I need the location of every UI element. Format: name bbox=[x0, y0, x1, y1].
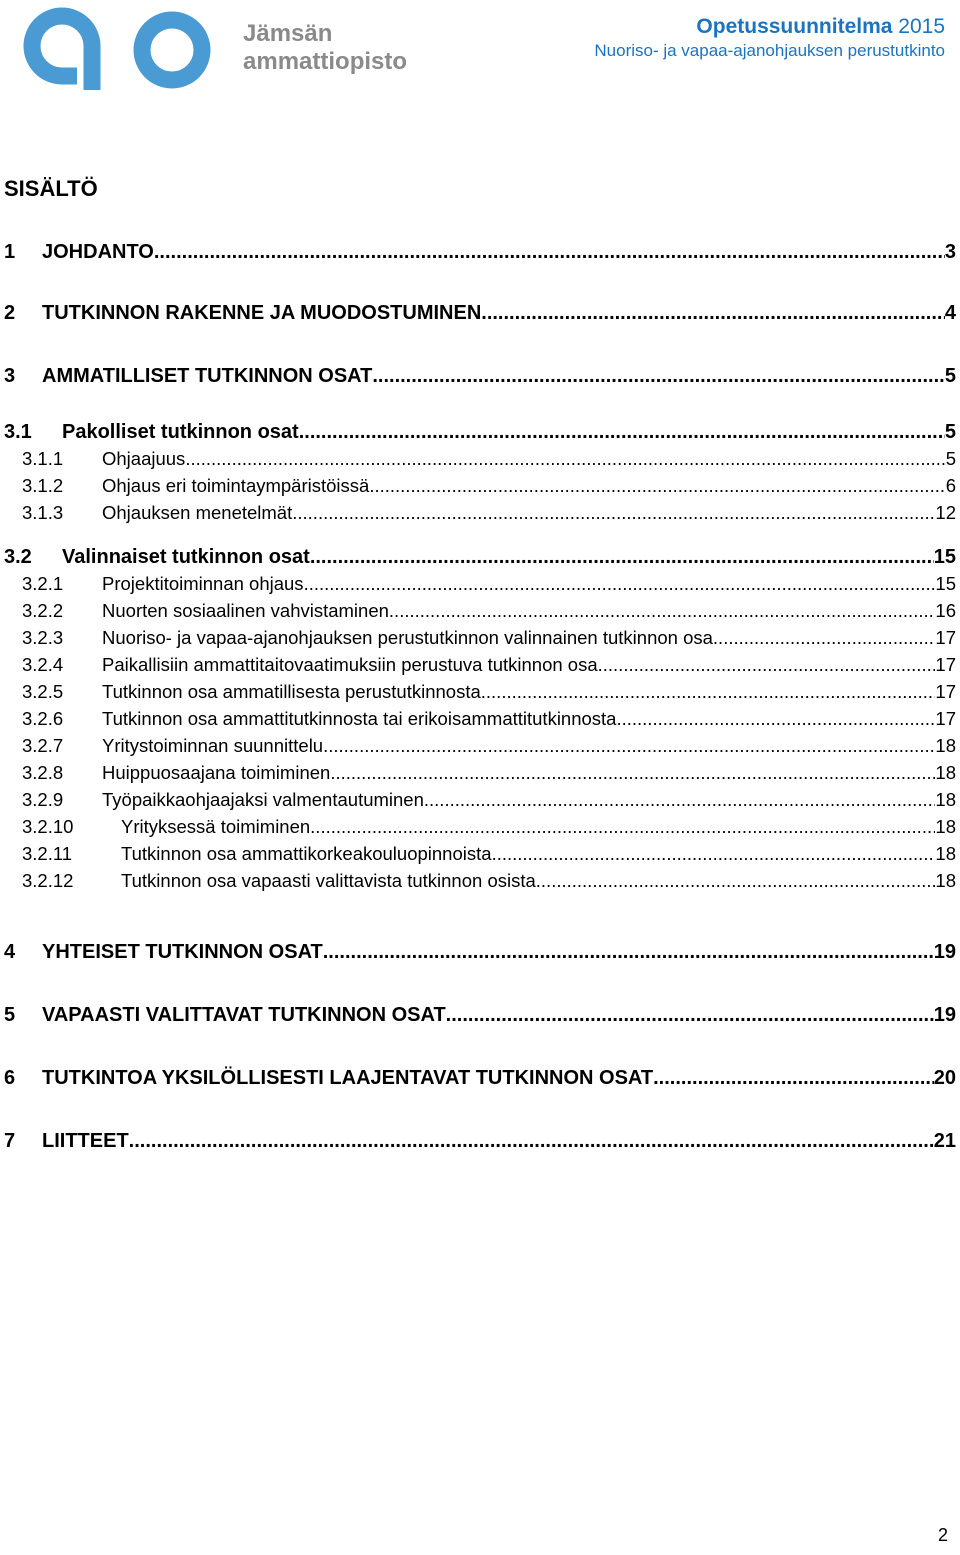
toc-entry[interactable] bbox=[22, 502, 956, 529]
toc-entry-title: Nuorten sosiaalinen vahvistaminen bbox=[102, 600, 389, 621]
toc-entry-page: 16 bbox=[935, 600, 956, 621]
toc-entry-number: 3.1.3 bbox=[22, 502, 64, 523]
toc-entry[interactable] bbox=[22, 789, 956, 816]
toc-entry-number: 3.2.1 bbox=[22, 573, 64, 594]
toc-entry-page: 3 bbox=[944, 241, 956, 263]
toc-entry[interactable] bbox=[4, 546, 956, 576]
toc-entry-title: VAPAASTI VALITTAVAT TUTKINNON OSAT bbox=[42, 1004, 446, 1026]
toc-entry-page: 17 bbox=[935, 681, 956, 702]
toc-entry-page: 19 bbox=[933, 1004, 956, 1026]
toc-entry-number: 6 bbox=[4, 1067, 16, 1089]
toc-entry-page: 17 bbox=[935, 627, 956, 648]
toc-entry-page: 15 bbox=[935, 573, 956, 594]
toc-entry[interactable] bbox=[4, 1067, 956, 1097]
toc-entry-number: 3.2.9 bbox=[22, 789, 64, 810]
toc-entry-number: 1 bbox=[4, 241, 16, 263]
toc-entry-number: 3 bbox=[4, 365, 16, 387]
toc-entry-number: 3.2.11 bbox=[22, 843, 73, 864]
toc-leader-dots bbox=[446, 1004, 934, 1027]
toc-entry-title: Tutkinnon osa vapaasti valittavista tutkinnon osista bbox=[121, 870, 536, 891]
toc-entry-title: Yrityksessä toimiminen bbox=[121, 816, 311, 837]
toc-leader-dots bbox=[481, 302, 945, 325]
toc-entry-page: 18 bbox=[935, 735, 956, 756]
toc-entry-page: 18 bbox=[935, 789, 956, 810]
toc-entry-title: JOHDANTO bbox=[42, 241, 154, 263]
toc-entry-page: 6 bbox=[945, 475, 956, 496]
toc-entry[interactable] bbox=[22, 870, 956, 897]
toc-leader-dots bbox=[299, 421, 945, 444]
document-year: 2015 bbox=[898, 15, 945, 38]
toc-entry-title: Ohjaus eri toimintaympäristöissä bbox=[102, 475, 370, 496]
toc-entry[interactable] bbox=[22, 654, 956, 681]
toc-entry-page: 12 bbox=[935, 502, 956, 523]
toc-leader-dots bbox=[653, 1067, 934, 1090]
toc-entry[interactable] bbox=[22, 843, 956, 870]
toc-entry-title: Paikallisiin ammattitaitovaatimuksiin perustuva tutkinnon osa bbox=[102, 654, 598, 675]
toc-leader-dots bbox=[304, 573, 936, 595]
toc-entry[interactable] bbox=[22, 600, 956, 627]
toc-entry-title: Yritystoiminnan suunnittelu bbox=[102, 735, 324, 756]
ao-logo-icon bbox=[22, 6, 227, 92]
toc-entry-title: YHTEISET TUTKINNON OSAT bbox=[42, 941, 323, 963]
toc-entry-title: AMMATILLISET TUTKINNON OSAT bbox=[42, 365, 373, 387]
toc-entry-title: LIITTEET bbox=[42, 1130, 129, 1152]
toc-entry-number: 3.2.4 bbox=[22, 654, 64, 675]
toc-entry[interactable] bbox=[4, 941, 956, 971]
toc-leader-dots bbox=[369, 475, 945, 497]
toc-entry[interactable] bbox=[22, 627, 956, 654]
toc-entry-title: Ohjauksen menetelmät bbox=[102, 502, 293, 523]
toc-leader-dots bbox=[372, 365, 945, 388]
toc-leader-dots bbox=[389, 600, 936, 622]
document-title-text: Opetussuunnitelma bbox=[696, 15, 893, 38]
toc-heading: SISÄLTÖ bbox=[4, 176, 98, 201]
school-name-line1: Jämsän bbox=[243, 20, 333, 47]
document-subtitle: Nuoriso- ja vapaa-ajanohjauksen perustutkinto bbox=[594, 41, 945, 60]
toc-entry[interactable] bbox=[22, 448, 956, 475]
toc-leader-dots bbox=[330, 762, 935, 784]
school-name-line2: ammattiopisto bbox=[243, 48, 408, 75]
toc-leader-dots bbox=[154, 241, 945, 264]
toc-entry-number: 3.2.8 bbox=[22, 762, 64, 783]
toc-entry-title: TUTKINTOA YKSILÖLLISESTI LAAJENTAVAT TUTKINNON OSAT bbox=[42, 1067, 654, 1089]
toc-leader-dots bbox=[492, 843, 936, 865]
toc-leader-dots bbox=[536, 870, 936, 892]
toc-entry-number: 3.2.6 bbox=[22, 708, 64, 729]
toc-leader-dots bbox=[616, 708, 935, 730]
toc-entry-number: 3.2.12 bbox=[22, 870, 74, 891]
toc-entry-title: Ohjaajuus bbox=[102, 448, 186, 469]
toc-leader-dots bbox=[310, 816, 935, 838]
toc-entry-page: 18 bbox=[935, 762, 956, 783]
toc-entry[interactable] bbox=[4, 1004, 956, 1034]
toc-leader-dots bbox=[424, 789, 936, 811]
toc-entry-title: Projektitoiminnan ohjaus bbox=[102, 573, 304, 594]
toc-entry[interactable] bbox=[22, 681, 956, 708]
toc-entry-title: Nuoriso- ja vapaa-ajanohjauksen perustutkinnon valinnainen tutkinnon osa bbox=[102, 627, 713, 648]
toc-entry-title: Pakolliset tutkinnon osat bbox=[62, 421, 299, 443]
toc-entry-number: 3.1.1 bbox=[22, 448, 64, 469]
school-name bbox=[243, 20, 407, 76]
toc-entry-number: 3.2.7 bbox=[22, 735, 64, 756]
toc-entry-page: 17 bbox=[935, 708, 956, 729]
toc-entry[interactable] bbox=[4, 241, 956, 271]
toc-entry[interactable] bbox=[22, 762, 956, 789]
toc-entry-title: Valinnaiset tutkinnon osat bbox=[62, 546, 310, 568]
toc-entry-page: 5 bbox=[944, 421, 956, 443]
toc-entry-title: Tutkinnon osa ammattitutkinnosta tai erikoisammattitutkinnosta bbox=[102, 708, 617, 729]
toc-entry-page: 21 bbox=[933, 1130, 956, 1152]
toc-entry-page: 20 bbox=[933, 1067, 956, 1089]
toc-leader-dots bbox=[713, 627, 936, 649]
toc-entry-title: Tutkinnon osa ammatillisesta perustutkinnosta bbox=[102, 681, 481, 702]
toc-entry-number: 5 bbox=[4, 1004, 16, 1026]
toc-entry-number: 3.2 bbox=[4, 546, 32, 568]
toc-entry-number: 3.1.2 bbox=[22, 475, 64, 496]
toc-entry-number: 4 bbox=[4, 941, 16, 963]
toc-leader-dots bbox=[481, 681, 936, 703]
toc-entry-title: TUTKINNON RAKENNE JA MUODOSTUMINEN bbox=[42, 302, 482, 324]
toc-entry-title: Työpaikkaohjaajaksi valmentautuminen bbox=[102, 789, 424, 810]
toc-entry-number: 3.2.5 bbox=[22, 681, 64, 702]
page-header bbox=[0, 0, 960, 100]
toc-entry[interactable] bbox=[22, 573, 956, 600]
toc-entry-number: 7 bbox=[4, 1130, 16, 1152]
toc-entry[interactable] bbox=[4, 365, 956, 395]
page-number: 2 bbox=[937, 1525, 948, 1545]
toc-entry-number: 3.2.2 bbox=[22, 600, 64, 621]
toc-entry-number: 3.2.3 bbox=[22, 627, 64, 648]
toc-entry-title: Huippuosaajana toimiminen bbox=[102, 762, 331, 783]
toc-leader-dots bbox=[185, 448, 945, 470]
toc-entry-page: 5 bbox=[945, 448, 956, 469]
toc-entry-number: 2 bbox=[4, 302, 16, 324]
toc-entry[interactable] bbox=[22, 708, 956, 735]
toc-entry-number: 3.2.10 bbox=[22, 816, 74, 837]
toc-entry-page: 18 bbox=[935, 870, 956, 891]
toc-leader-dots bbox=[292, 502, 935, 524]
document-title-block bbox=[594, 14, 945, 62]
toc-entry[interactable] bbox=[22, 475, 956, 502]
toc-entry[interactable] bbox=[4, 302, 956, 332]
toc-entry[interactable] bbox=[4, 1130, 956, 1160]
toc-entry[interactable] bbox=[22, 816, 956, 843]
toc-entry[interactable] bbox=[22, 735, 956, 762]
toc-entry-page: 18 bbox=[935, 843, 956, 864]
document-title bbox=[594, 14, 945, 40]
toc-entry-page: 19 bbox=[933, 941, 956, 963]
toc-entry-page: 4 bbox=[944, 302, 956, 324]
toc-entry-page: 17 bbox=[935, 654, 956, 675]
toc-leader-dots bbox=[323, 941, 934, 964]
toc-leader-dots bbox=[598, 654, 936, 676]
toc-entry-page: 5 bbox=[944, 365, 956, 387]
toc-leader-dots bbox=[323, 735, 935, 757]
toc-leader-dots bbox=[129, 1130, 934, 1153]
toc-entry-page: 15 bbox=[933, 546, 956, 568]
toc-entry-title: Tutkinnon osa ammattikorkeakouluopinnoista bbox=[121, 843, 492, 864]
toc-entry[interactable] bbox=[4, 421, 956, 451]
toc-entry-number: 3.1 bbox=[4, 421, 32, 443]
toc-leader-dots bbox=[310, 546, 934, 569]
toc-entry-page: 18 bbox=[935, 816, 956, 837]
